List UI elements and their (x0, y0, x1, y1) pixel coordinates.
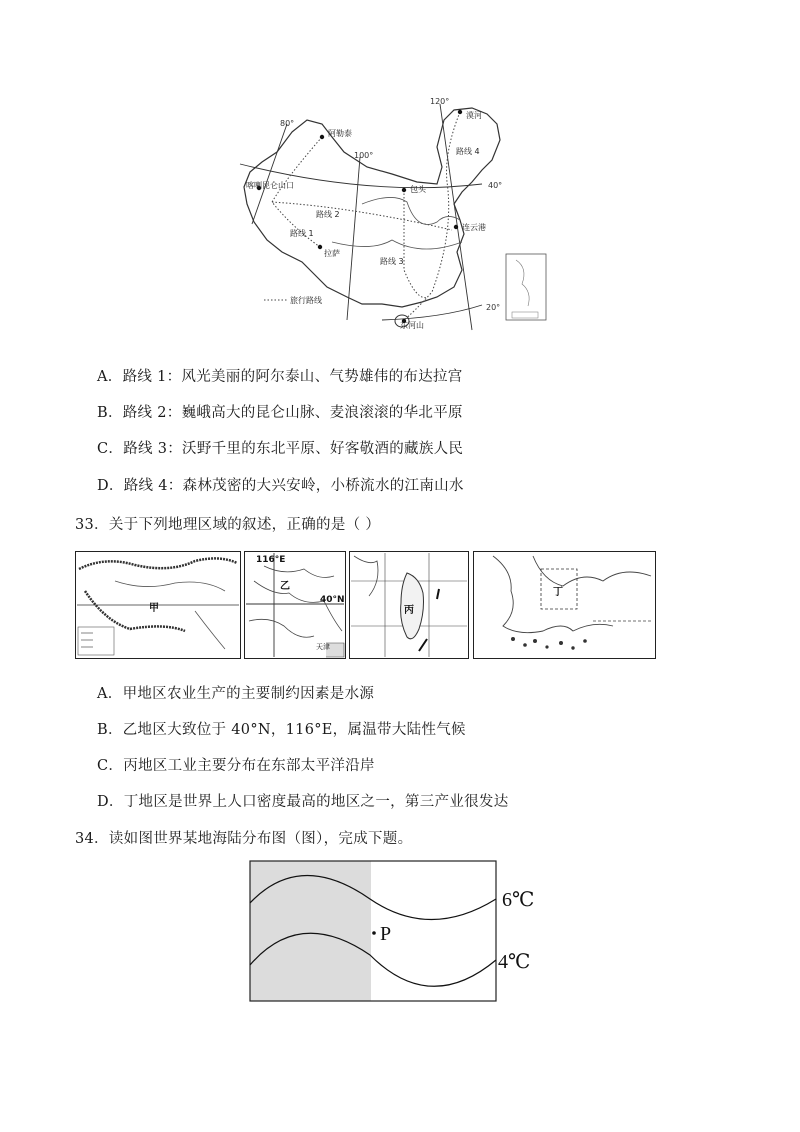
panel-ding-map (473, 551, 656, 659)
place-lianyungang: 连云港 (462, 223, 486, 232)
q33-stem: 33．关于下列地理区域的叙述，正确的是（ ） (75, 517, 381, 533)
route-3 (404, 190, 428, 298)
city-dot (402, 188, 406, 192)
ding-label: 丁 (553, 587, 563, 598)
meridian-80 (252, 124, 287, 224)
panel-bing-map (349, 551, 469, 659)
point-p-label: P (380, 923, 392, 945)
inset-box (506, 254, 546, 320)
route-2 (272, 202, 452, 230)
jia-label: 甲 (149, 603, 159, 614)
meridian-100 (347, 157, 360, 320)
city-dot (318, 245, 322, 249)
q32-option-c[interactable]: C．路线 3：沃野千里的东北平原、好客敬酒的藏族人民 (97, 441, 464, 457)
lon-80-label: 80° (280, 119, 295, 128)
parallel-20 (382, 305, 482, 320)
yi-lon-label: 116°E (256, 555, 286, 565)
isotherm-diagram (240, 855, 550, 1005)
q33-option-c[interactable]: C．丙地区工业主要分布在东部太平洋沿岸 (97, 758, 375, 774)
isotherm-upper-label: 6℃ (502, 889, 535, 911)
yi-lat-label: 40°N (320, 595, 345, 605)
lat-20-label: 20° (486, 303, 501, 312)
isotherm-lower-label: 4℃ (498, 951, 531, 973)
route-4-label: 路线 4 (456, 147, 480, 156)
place-karakoram: 喀喇昆仑山口 (246, 181, 294, 190)
place-lhasa: 拉萨 (324, 249, 340, 258)
place-baotou: 包头 (410, 185, 426, 194)
yi-label: 乙 (280, 581, 290, 592)
yi-city-label: 天津 (316, 643, 330, 651)
city-dot (454, 225, 458, 229)
city-dot (320, 135, 324, 139)
q32-option-a[interactable]: A．路线 1：风光美丽的阿尔泰山、气势雄伟的布达拉宫 (97, 369, 463, 385)
place-mohe: 漠河 (466, 111, 482, 120)
point-p-dot (372, 931, 376, 935)
china-route-map (232, 92, 562, 332)
city-dot (458, 110, 462, 114)
q33-option-b[interactable]: B．乙地区大致位于 40°N，116°E，属温带大陆性气候 (97, 722, 466, 738)
q33-option-d[interactable]: D．丁地区是世界上人口密度最高的地区之一，第三产业很发达 (97, 794, 509, 810)
legend-label: 旅行路线 (290, 296, 322, 305)
inset-coast (516, 260, 529, 306)
yangtze-river (332, 240, 462, 249)
q33-option-a[interactable]: A．甲地区农业生产的主要制约因素是水源 (97, 686, 375, 702)
bing-label: 丙 (404, 605, 414, 616)
lon-100-label: 100° (354, 151, 374, 160)
inset-label-box (512, 312, 538, 318)
route-3-label: 路线 3 (380, 257, 404, 266)
route-1-label: 路线 1 (290, 229, 314, 238)
panel-yi-map (244, 551, 346, 659)
yellow-river (362, 197, 460, 224)
route-2-label: 路线 2 (316, 210, 340, 219)
lon-120-label: 120° (430, 97, 450, 106)
place-altay: 阿勒泰 (328, 129, 352, 138)
lat-40-label: 40° (488, 181, 503, 190)
q32-option-b[interactable]: B．路线 2：巍峨高大的昆仑山脉、麦浪滚滚的华北平原 (97, 405, 463, 421)
place-donghe: 东河山 (400, 321, 424, 330)
panel-jia-map (75, 551, 241, 659)
land-area (250, 861, 371, 1001)
q32-option-d[interactable]: D．路线 4：森林茂密的大兴安岭，小桥流水的江南山水 (97, 478, 464, 494)
q34-stem: 34．读如图世界某地海陆分布图（图），完成下题。 (75, 831, 413, 847)
